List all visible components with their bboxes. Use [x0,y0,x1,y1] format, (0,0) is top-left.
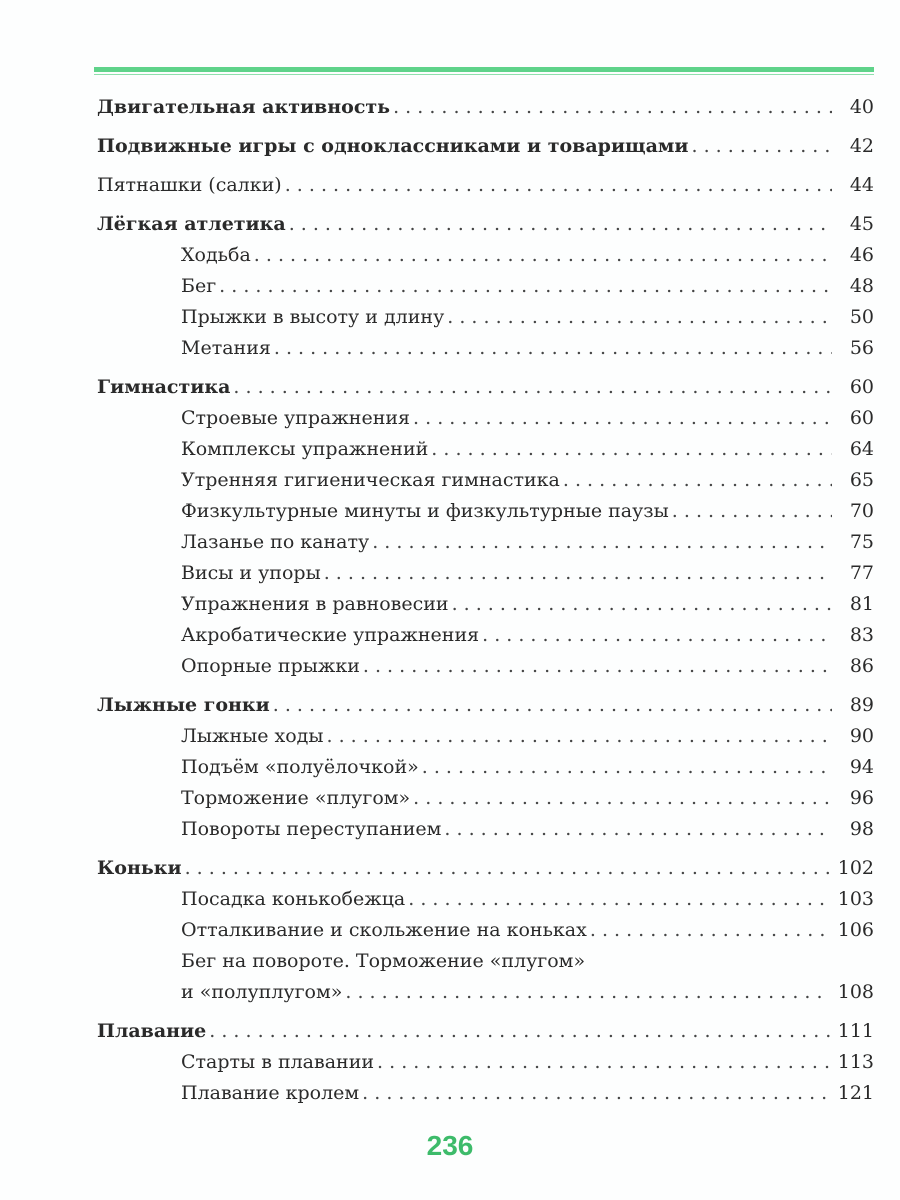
dot-leader [422,752,832,783]
toc-subitem[interactable] [97,527,874,558]
dot-leader [209,1016,829,1047]
toc-label: Плавание кролем [181,1082,360,1104]
dot-leader [431,434,832,465]
toc-subitem[interactable] [97,915,874,946]
toc-page: 103 [837,888,874,910]
dot-leader [408,884,829,915]
toc-chapter[interactable] [97,131,874,162]
toc-page: 121 [837,1082,874,1104]
table-of-contents [97,92,874,1109]
dot-leader [219,271,832,302]
toc-label: Упражнения в равновесии [181,593,449,615]
toc-label: Прыжки в высоту и длину [181,306,445,328]
toc-item[interactable] [97,170,874,201]
toc-subitem[interactable] [97,814,874,845]
toc-subitem[interactable] [97,1078,874,1109]
toc-subitem[interactable] [97,620,874,651]
toc-label: Плавание [97,1020,207,1042]
toc-page: 108 [837,981,874,1003]
toc-label: Отталкивание и скольжение на коньках [181,919,587,941]
toc-label: Бег на повороте. Торможение «плугом» [181,950,586,972]
dot-leader [692,131,832,162]
dot-leader [363,651,832,682]
toc-label: Повороты переступанием [181,818,442,840]
toc-label: Лазанье по канату [181,531,370,553]
toc-page: 42 [849,135,874,157]
dot-leader [185,853,830,884]
toc-page: 94 [849,756,874,778]
dot-leader [413,783,832,814]
toc-label: Висы и упоры [181,562,321,584]
dot-leader [372,527,832,558]
dot-leader [393,92,832,123]
toc-label: Лёгкая атлетика [97,213,286,235]
toc-label: Утренняя гигиеническая гимнастика [181,469,560,491]
toc-chapter[interactable] [97,1016,874,1047]
toc-page: 46 [849,244,874,266]
dot-leader [482,620,832,651]
toc-label: Гимнастика [97,376,231,398]
toc-label: и «полуплугом» [181,981,343,1003]
toc-page: 70 [849,500,874,522]
toc-subitem[interactable] [97,589,874,620]
toc-page: 45 [849,213,874,235]
toc-subitem[interactable] [97,651,874,682]
toc-page: 86 [849,655,874,677]
toc-label: Торможение «плугом» [181,787,411,809]
toc-subitem[interactable] [97,465,874,496]
toc-page: 65 [849,469,874,491]
dot-leader [452,589,832,620]
toc-subitem-continuation[interactable] [97,977,874,1008]
dot-leader [447,302,832,333]
toc-page: 83 [849,624,874,646]
toc-page: 60 [849,407,874,429]
toc-label: Посадка конькобежца [181,888,406,910]
toc-subitem[interactable] [97,1047,874,1078]
dot-leader [563,465,832,496]
toc-label: Опорные прыжки [181,655,360,677]
dot-leader [362,1078,830,1109]
toc-page: 44 [849,174,874,196]
toc-label: Строевые упражнения [181,407,411,429]
dot-leader [345,977,829,1008]
dot-leader [413,403,832,434]
toc-page: 111 [837,1020,874,1042]
toc-subitem[interactable] [97,752,874,783]
dot-leader [289,209,832,240]
toc-label: Пятнашки (салки) [97,174,282,196]
dot-leader [273,690,832,721]
toc-chapter[interactable] [97,372,874,403]
toc-subitem[interactable] [97,434,874,465]
toc-subitem[interactable] [97,884,874,915]
dot-leader [590,915,830,946]
toc-label: Подвижные игры с одноклассниками и товарищами [97,135,689,157]
toc-label: Подъём «полуёлочкой» [181,756,419,778]
toc-chapter[interactable] [97,853,874,884]
dot-leader [233,372,832,403]
toc-subitem[interactable] [97,721,874,752]
toc-label: Старты в плавании [181,1051,375,1073]
toc-page: 90 [849,725,874,747]
toc-label: Лыжные ходы [181,725,324,747]
toc-subitem[interactable] [97,271,874,302]
toc-page: 64 [849,438,874,460]
dot-leader [327,721,833,752]
dot-leader [285,170,832,201]
toc-label: Комплексы упражнений [181,438,429,460]
header-rule [94,67,874,72]
toc-subitem[interactable] [97,333,874,364]
toc-chapter[interactable] [97,690,874,721]
toc-page: 113 [837,1051,874,1073]
toc-subitem[interactable] [97,302,874,333]
toc-label: Лыжные гонки [97,694,270,716]
toc-label: Физкультурные минуты и физкультурные паузы [181,500,669,522]
toc-page: 106 [837,919,874,941]
dot-leader [274,333,832,364]
toc-label: Двигательная активность [97,96,391,118]
toc-page: 50 [849,306,874,328]
toc-label: Метания [181,337,271,359]
toc-page: 89 [849,694,874,716]
page-number: 236 [426,1130,474,1161]
toc-label: Ходьба [181,244,251,266]
toc-label: Коньки [97,857,182,879]
toc-page: 77 [849,562,874,584]
toc-chapter[interactable] [97,92,874,123]
dot-leader [672,496,832,527]
toc-subitem[interactable] [97,496,874,527]
toc-subitem[interactable] [97,783,874,814]
toc-page: 96 [849,787,874,809]
toc-subitem[interactable] [97,240,874,271]
toc-page: 60 [849,376,874,398]
toc-chapter[interactable] [97,209,874,240]
dot-leader [254,240,832,271]
dot-leader [377,1047,830,1078]
toc-subitem[interactable] [97,403,874,434]
toc-page: 81 [849,593,874,615]
toc-page: 56 [849,337,874,359]
toc-page: 40 [849,96,874,118]
toc-page: 48 [849,275,874,297]
toc-label: Бег [181,275,217,297]
dot-leader [324,558,832,589]
toc-subitem[interactable] [97,946,874,977]
toc-subitem[interactable] [97,558,874,589]
dot-leader [444,814,832,845]
toc-page: 75 [849,531,874,553]
header-rule-thin [94,74,874,75]
toc-page: 98 [849,818,874,840]
toc-page: 102 [837,857,874,879]
toc-label: Акробатические упражнения [181,624,480,646]
